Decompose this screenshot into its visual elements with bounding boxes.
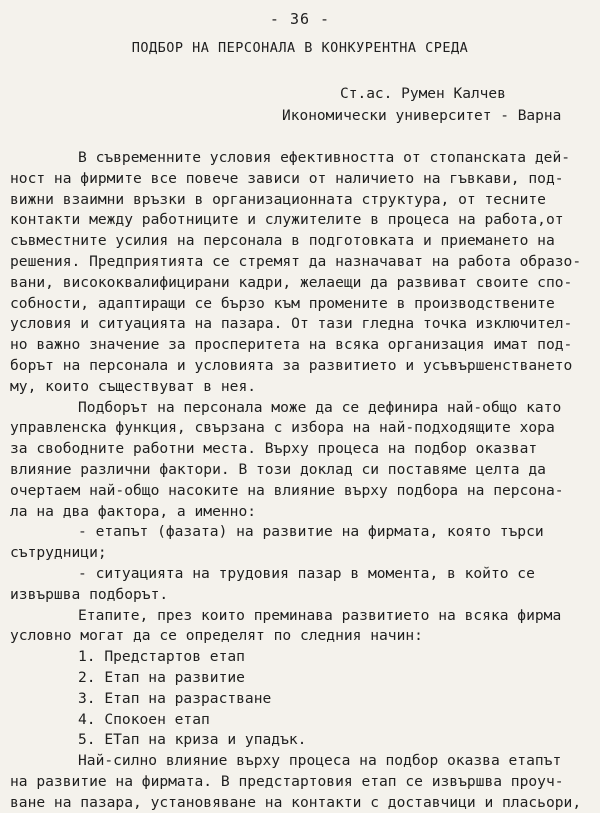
- body-text-line: за свободните работни места. Върху процеса на подбор оказват: [10, 440, 538, 458]
- body-text-line: 2. Етап на развитие: [78, 669, 245, 686]
- body-text-line: 4. Спокоен етап: [78, 710, 210, 728]
- author-name: Ст.ас. Румен Калчев: [340, 86, 506, 102]
- body-text-line: собности, адаптиращи се бързо към промените в производствените: [10, 294, 555, 312]
- body-text-line: на развитие на фирмата. В предстартовия етап се извършва проуч-: [10, 773, 564, 790]
- body-text-line: ла на два фактора, а именно:: [10, 502, 257, 520]
- body-text-line: контакти между работниците и служителите в процеса на работа,от: [10, 211, 564, 229]
- body-text-line: Етапите, през които преминава развитието на всяка фирма: [78, 606, 562, 624]
- body-text-line: сътрудници;: [10, 544, 107, 562]
- body-text-line: 1. Предстартов етап: [78, 648, 245, 666]
- body-text-line: но важно значение за просперитета на всяка организация имат под-: [10, 336, 573, 354]
- body-text-line: 3. Етап на разрастване: [78, 689, 272, 707]
- body-text-line: управленска функция, свързана с избора на най-подходящите хора: [10, 419, 555, 437]
- body-text-line: В съвременните условия ефективността от стопанската дей-: [78, 149, 571, 166]
- page-number: - 36 -: [269, 10, 331, 28]
- body-text-line: - етапът (фазата) на развитие на фирмата, която търси: [78, 523, 544, 541]
- body-text-line: ване на пазара, установяване на контакти с доставчици и пласьори,: [10, 793, 582, 811]
- body-text-line: борът на персонала и условията за развитието и усъвършенстването: [10, 357, 573, 374]
- body-text-line: вижни взаимни връзки в организационната структура, от тесните: [10, 190, 546, 208]
- author-affiliation: Икономически университет - Варна: [282, 108, 562, 124]
- body-text-line: условия и ситуацията на пазара. От тази гледна точка изключител-: [10, 315, 573, 333]
- body-text-line: 5. ЕТап на криза и упадък.: [78, 731, 307, 749]
- body-text-line: решения. Предприятията се стремят да назначават на работа образо-: [10, 253, 582, 270]
- body-text-line: вани, висококвалифицирани кадри, желаещи да развиват своите спо-: [10, 273, 573, 291]
- body-text-line: - ситуацията на трудовия пазар в момента, в който се: [78, 565, 535, 582]
- body-text-line: очертаем най-общо насоките на влияние върху подбора на персона-: [10, 481, 564, 499]
- body-text-line: условно могат да се определят по следния начин:: [10, 627, 423, 645]
- body-text-line: Подборът на персонала може да се дефинира най-общо като: [78, 398, 562, 416]
- article-title: ПОДБОР НА ПЕРСОНАЛА В КОНКУРЕНТНА СРЕДА: [131, 40, 469, 56]
- body-text-line: извършва подборът.: [10, 585, 169, 603]
- body-text-line: му, които съществуват в нея.: [10, 377, 257, 395]
- body-text-line: ност на фирмите все повече зависи от наличието на гъвкави, под-: [10, 169, 564, 187]
- body-text-line: влияние различни фактори. В този доклад си поставяме целта да: [10, 461, 546, 478]
- body-text-line: Най-силно влияние върху процеса на подбор оказва етапът: [78, 752, 562, 770]
- body-text-line: съвместните усилия на персонала в подготовката и приемането на: [10, 232, 555, 250]
